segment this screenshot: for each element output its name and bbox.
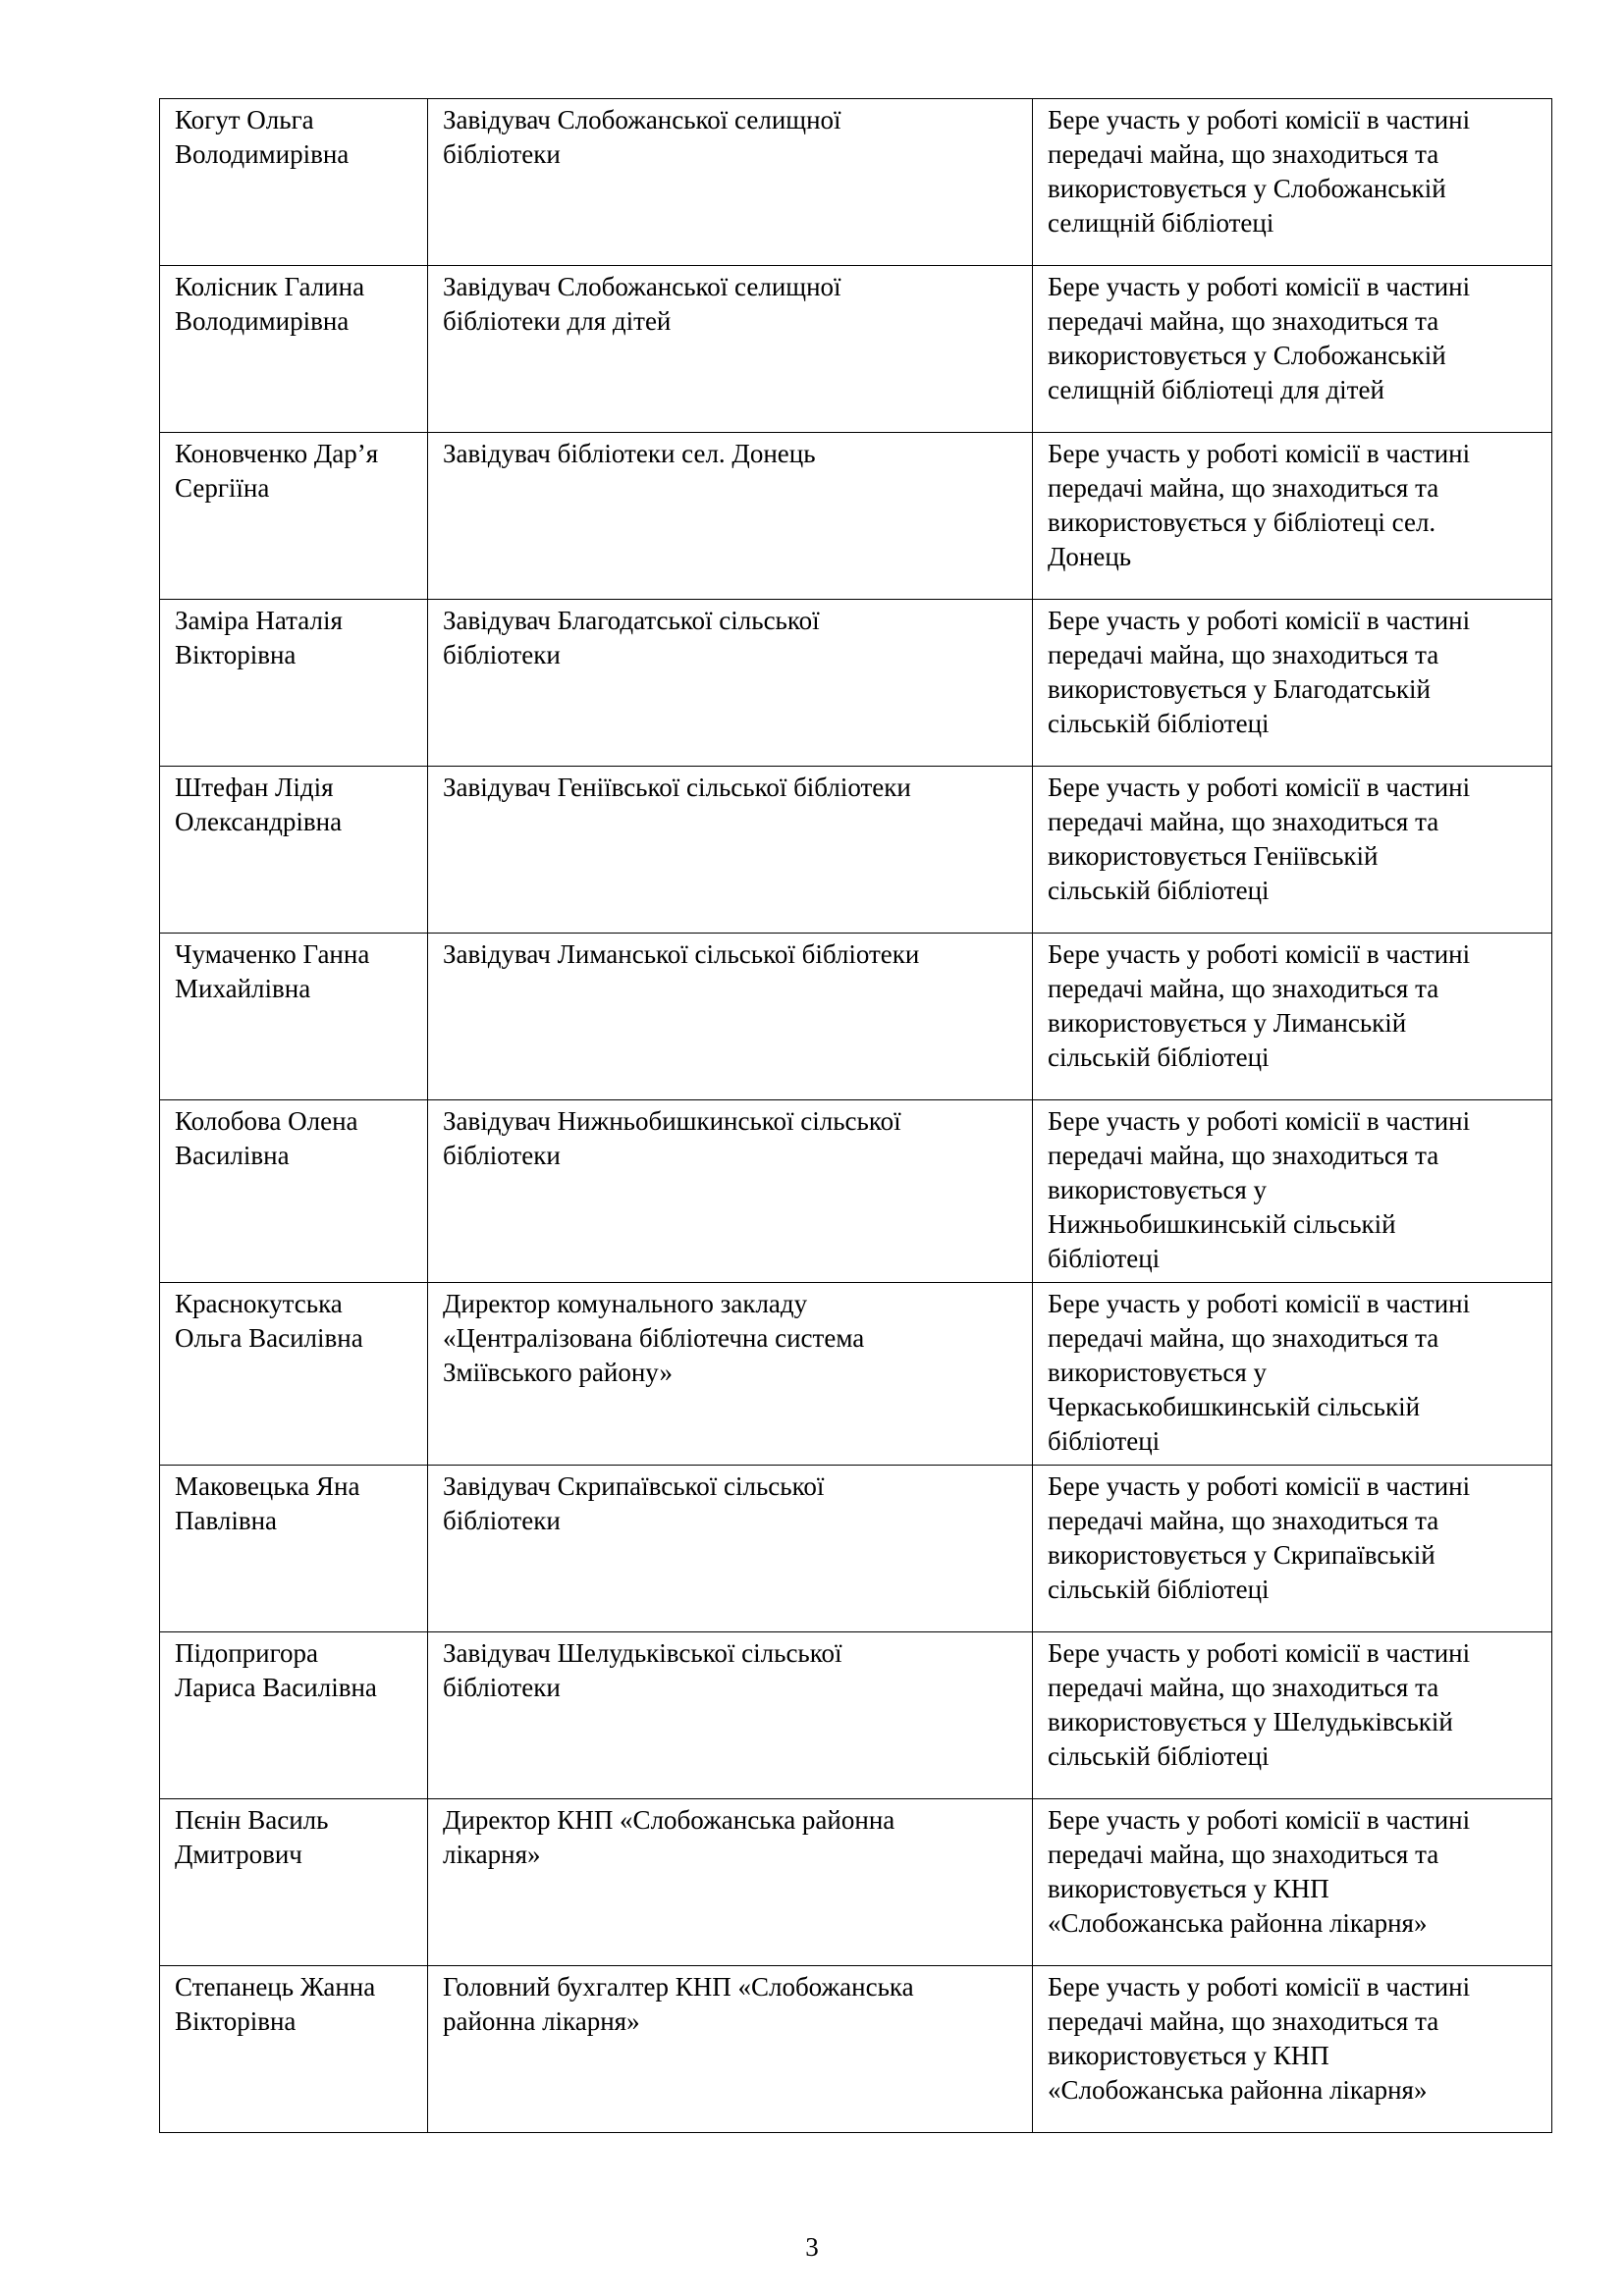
member-role-cell: Бере участь у роботі комісії в частині передачі майна, що знаходиться та використовується у Шелудьківській сільській бібліотеці bbox=[1033, 1632, 1552, 1799]
member-position-cell: Директор КНП «Слобожанська районна лікарня» bbox=[428, 1799, 1033, 1966]
member-role-cell: Бере участь у роботі комісії в частині передачі майна, що знаходиться та використовується у Слобожанській селищній бібліотеці для дітей bbox=[1033, 266, 1552, 433]
table-row bbox=[160, 1283, 1552, 1466]
member-name-cell: Маковецька Яна Павлівна bbox=[160, 1466, 428, 1632]
member-role-cell: Бере участь у роботі комісії в частині передачі майна, що знаходиться та використовується у Благодатській сільській бібліотеці bbox=[1033, 600, 1552, 767]
member-role-cell: Бере участь у роботі комісії в частині передачі майна, що знаходиться та використовується у КНП «Слобожанська районна лікарня» bbox=[1033, 1799, 1552, 1966]
member-name-cell: Штефан Лідія Олександрівна bbox=[160, 767, 428, 934]
member-role-cell: Бере участь у роботі комісії в частині передачі майна, що знаходиться та використовується у Скрипаївській сільській бібліотеці bbox=[1033, 1466, 1552, 1632]
table-row bbox=[160, 600, 1552, 767]
table-row bbox=[160, 1100, 1552, 1283]
table-row bbox=[160, 934, 1552, 1100]
member-name-cell: Колісник Галина Володимирівна bbox=[160, 266, 428, 433]
member-position-cell: Завідувач Благодатської сільської бібліотеки bbox=[428, 600, 1033, 767]
member-role-cell: Бере участь у роботі комісії в частині передачі майна, що знаходиться та використовується у КНП «Слобожанська районна лікарня» bbox=[1033, 1966, 1552, 2133]
table-row bbox=[160, 266, 1552, 433]
commission-members-table bbox=[159, 98, 1552, 2133]
table-row bbox=[160, 1799, 1552, 1966]
member-name-cell: Чумаченко Ганна Михайлівна bbox=[160, 934, 428, 1100]
member-position-cell: Завідувач Шелудьківської сільської бібліотеки bbox=[428, 1632, 1033, 1799]
table-row bbox=[160, 1966, 1552, 2133]
member-position-cell: Завідувач Геніївської сільської бібліотеки bbox=[428, 767, 1033, 934]
member-position-cell: Завідувач Скрипаївської сільської бібліотеки bbox=[428, 1466, 1033, 1632]
member-position-cell: Завідувач Нижньобишкинської сільської бібліотеки bbox=[428, 1100, 1033, 1283]
member-name-cell: Заміра Наталія Вікторівна bbox=[160, 600, 428, 767]
member-position-cell: Завідувач Слобожанської селищної бібліотеки для дітей bbox=[428, 266, 1033, 433]
member-position-cell: Завідувач Слобожанської селищної бібліотеки bbox=[428, 99, 1033, 266]
table-row bbox=[160, 99, 1552, 266]
member-role-cell: Бере участь у роботі комісії в частині передачі майна, що знаходиться та використовується у Нижньобишкинській сільській бібліотеці bbox=[1033, 1100, 1552, 1283]
member-name-cell: Підопригора Лариса Василівна bbox=[160, 1632, 428, 1799]
table-body bbox=[160, 99, 1552, 2133]
member-role-cell: Бере участь у роботі комісії в частині передачі майна, що знаходиться та використовується у Слобожанській селищній бібліотеці bbox=[1033, 99, 1552, 266]
member-role-cell: Бере участь у роботі комісії в частині передачі майна, що знаходиться та використовується у Лиманській сільській бібліотеці bbox=[1033, 934, 1552, 1100]
member-name-cell: Пєнін Василь Дмитрович bbox=[160, 1799, 428, 1966]
member-position-cell: Директор комунального закладу «Централізована бібліотечна система Зміївського району» bbox=[428, 1283, 1033, 1466]
page-number: 3 bbox=[805, 2232, 819, 2262]
table-row bbox=[160, 1466, 1552, 1632]
table-row bbox=[160, 1632, 1552, 1799]
member-position-cell: Завідувач Лиманської сільської бібліотеки bbox=[428, 934, 1033, 1100]
member-role-cell: Бере участь у роботі комісії в частині передачі майна, що знаходиться та використовується у Черкаськобишкинській сільській бібліотеці bbox=[1033, 1283, 1552, 1466]
member-name-cell: Коновченко Дар’я Сергіїна bbox=[160, 433, 428, 600]
member-role-cell: Бере участь у роботі комісії в частині передачі майна, що знаходиться та використовується Геніївській сільській бібліотеці bbox=[1033, 767, 1552, 934]
member-name-cell: Колобова Олена Василівна bbox=[160, 1100, 428, 1283]
member-name-cell: Краснокутська Ольга Василівна bbox=[160, 1283, 428, 1466]
member-position-cell: Завідувач бібліотеки сел. Донець bbox=[428, 433, 1033, 600]
table-row bbox=[160, 767, 1552, 934]
member-role-cell: Бере участь у роботі комісії в частині передачі майна, що знаходиться та використовується у бібліотеці сел. Донець bbox=[1033, 433, 1552, 600]
member-position-cell: Головний бухгалтер КНП «Слобожанська районна лікарня» bbox=[428, 1966, 1033, 2133]
member-name-cell: Когут Ольга Володимирівна bbox=[160, 99, 428, 266]
table-row bbox=[160, 433, 1552, 600]
member-name-cell: Степанець Жанна Вікторівна bbox=[160, 1966, 428, 2133]
